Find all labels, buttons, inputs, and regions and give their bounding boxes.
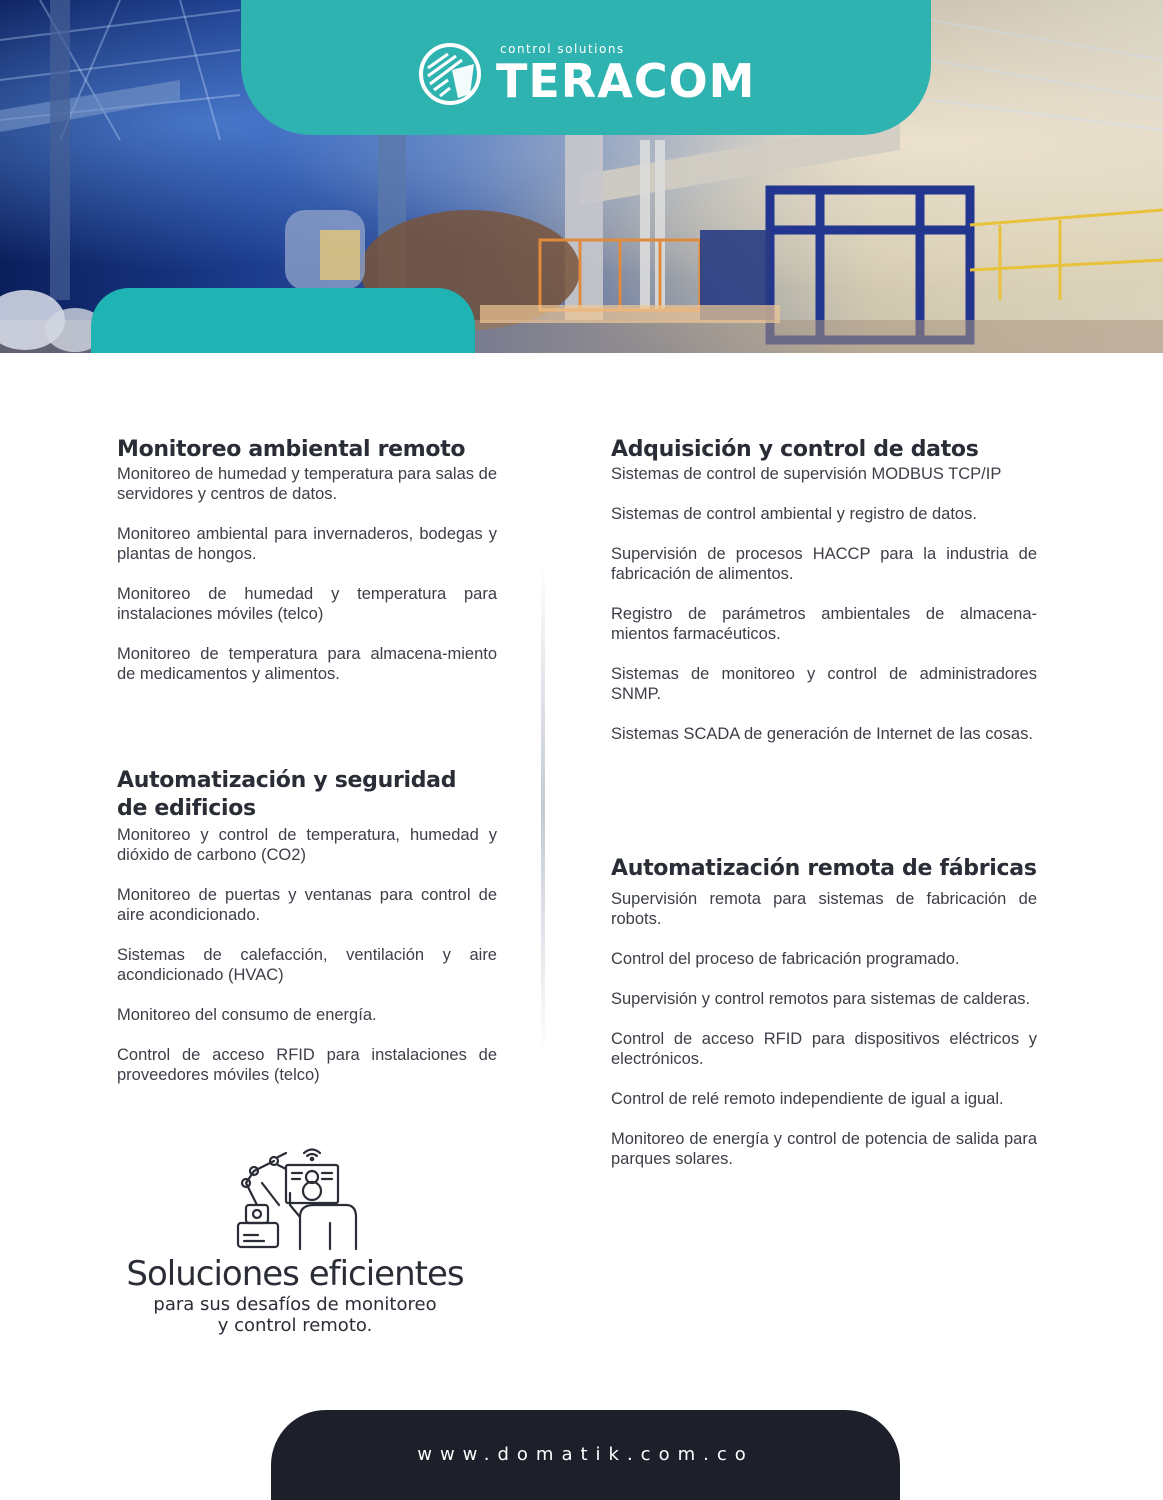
brand-logo bbox=[418, 40, 778, 108]
list-item: Supervisión y control remotos para sistemas de calderas. bbox=[611, 990, 1031, 1008]
robot-arm-worker-icon bbox=[234, 1143, 359, 1253]
list-item: Control del proceso de fabricación programado. bbox=[611, 950, 960, 968]
list-item: Monitoreo de puertas y ventanas para control de aire acondicionado. bbox=[117, 886, 497, 924]
website-link[interactable]: www.domatik.com.co bbox=[417, 1444, 754, 1465]
list-item: Control de acceso RFID para dispositivos eléctricos y electrónicos. bbox=[611, 1030, 1037, 1068]
brand-name: TERACOM bbox=[496, 54, 756, 108]
list-item: Monitoreo de energía y control de potencia de salida para parques solares. bbox=[611, 1130, 1037, 1168]
list-item: Sistemas de calefacción, ventilación y aire acondicionado (HVAC) bbox=[117, 946, 497, 984]
list-item: Control de acceso RFID para instalaciones de proveedores móviles (telco) bbox=[117, 1046, 497, 1084]
section-edificios bbox=[117, 767, 457, 823]
list-item: Sistemas SCADA de generación de Internet de las cosas. bbox=[611, 725, 1033, 743]
promo-subtitle-line2: y control remoto. bbox=[217, 1315, 373, 1336]
promo-subtitle bbox=[110, 1294, 480, 1336]
list-item: Monitoreo y control de temperatura, humedad y dióxido de carbono (CO2) bbox=[117, 826, 497, 864]
hero-photo bbox=[0, 0, 1163, 353]
section-title-edificios: Automatización y seguridad de edificios bbox=[117, 768, 457, 821]
footer-bar bbox=[271, 1410, 900, 1500]
list-item: Monitoreo de humedad y temperatura para salas de servidores y centros de datos. bbox=[117, 465, 497, 503]
section-title-ambiental: Monitoreo ambiental remoto bbox=[117, 437, 466, 462]
list-item: Sistemas de control ambiental y registro de datos. bbox=[611, 505, 977, 523]
column-divider bbox=[541, 565, 545, 1055]
section-edificios-items bbox=[117, 825, 497, 1105]
list-item: Monitoreo del consumo de energía. bbox=[117, 1006, 377, 1024]
list-item: Monitoreo de temperatura para almacena-miento de medicamentos y alimentos. bbox=[117, 645, 497, 683]
section-title-fabricas: Automatización remota de fábricas bbox=[611, 856, 1037, 881]
promo-subtitle-line1: para sus desafíos de monitoreo bbox=[153, 1294, 437, 1315]
list-item: Supervisión remota para sistemas de fabricación de robots. bbox=[611, 890, 1037, 928]
brand-tagline: control solutions bbox=[500, 42, 625, 56]
promo-title: Soluciones eficientes bbox=[126, 1254, 464, 1294]
list-item: Sistemas de monitoreo y control de administradores SNMP. bbox=[611, 665, 1037, 703]
teracom-globe-icon bbox=[418, 42, 482, 106]
section-fabricas bbox=[611, 855, 1037, 1189]
list-item: Monitoreo ambiental para invernaderos, bodegas y plantas de hongos. bbox=[117, 525, 497, 563]
section-title-datos: Adquisición y control de datos bbox=[611, 437, 979, 462]
list-item: Control de relé remoto independiente de igual a igual. bbox=[611, 1090, 1004, 1108]
section-ambiental bbox=[117, 436, 497, 704]
list-item: Sistemas de control de supervisión MODBUS TCP/IP bbox=[611, 465, 1002, 483]
list-item: Registro de parámetros ambientales de almacena-mientos farmacéuticos. bbox=[611, 605, 1037, 643]
list-item: Supervisión de procesos HACCP para la industria de fabricación de alimentos. bbox=[611, 545, 1037, 583]
list-item: Monitoreo de humedad y temperatura para instalaciones móviles (telco) bbox=[117, 585, 497, 623]
section-datos bbox=[611, 436, 1037, 764]
teal-accent-tab bbox=[91, 288, 475, 353]
